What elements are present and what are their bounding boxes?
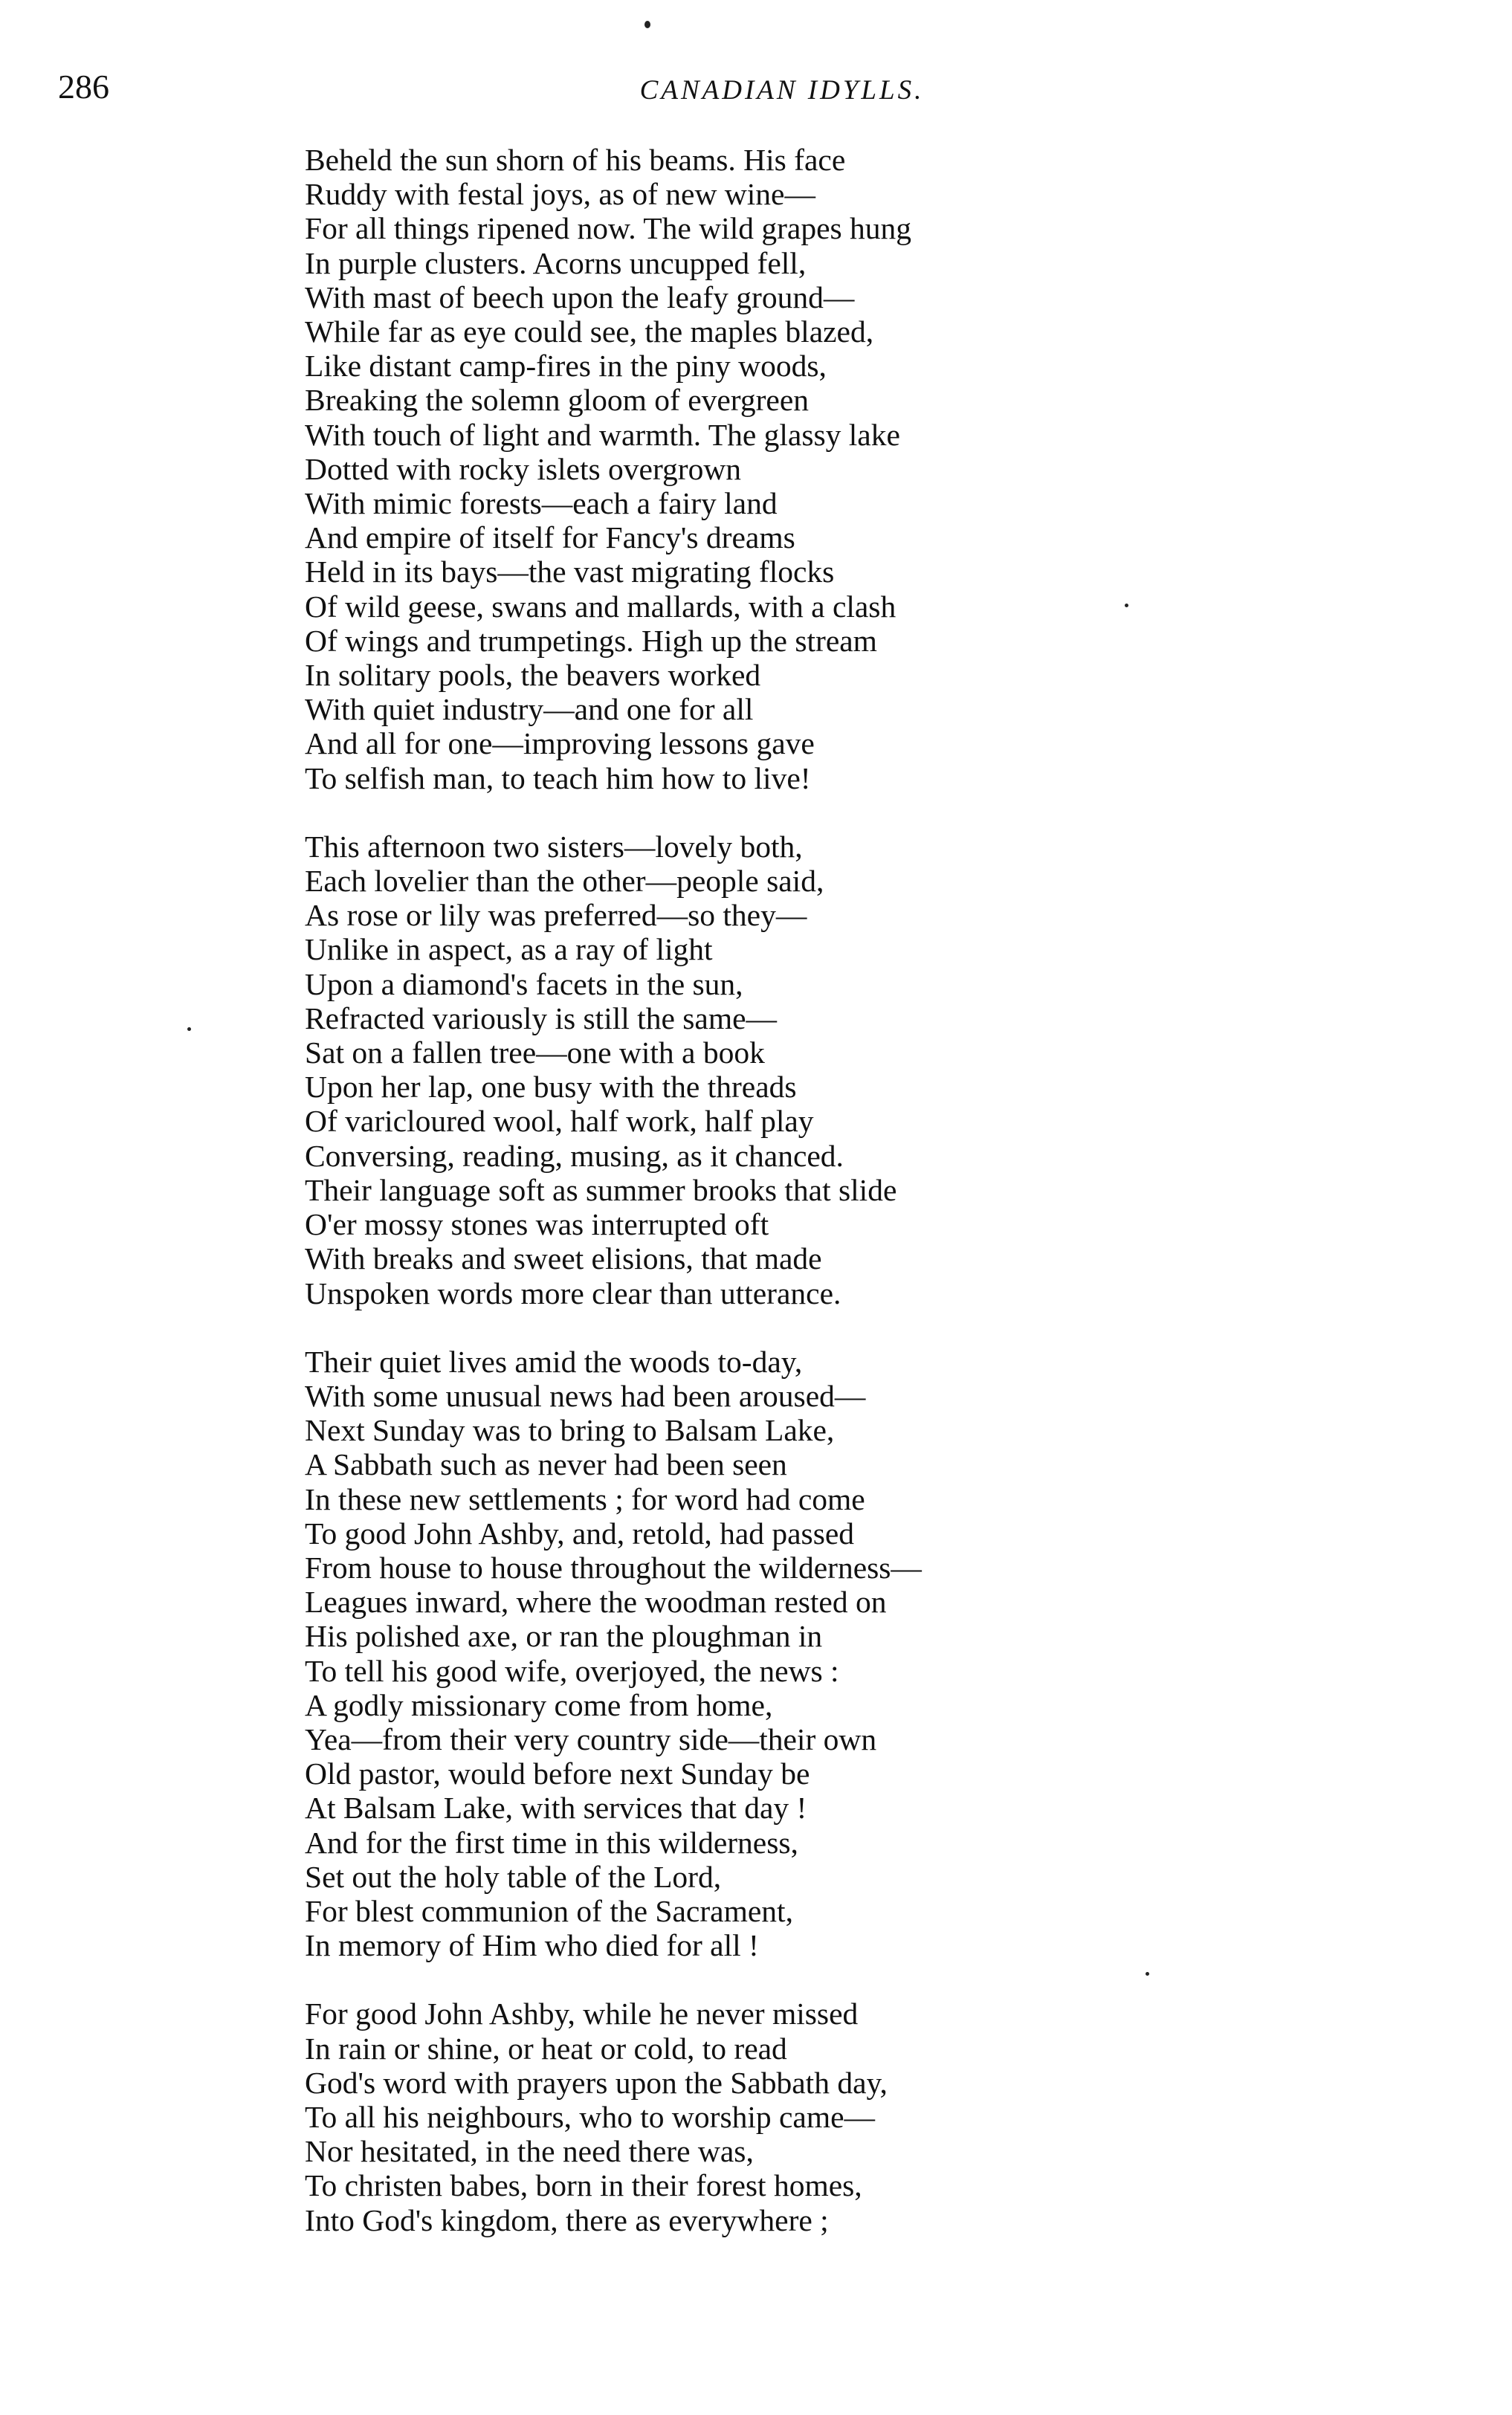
poem-line: Upon her lap, one busy with the threads: [305, 1070, 797, 1105]
poem-line: This afternoon two sisters—lovely both,: [305, 829, 803, 864]
poem-line: Nor hesitated, in the need there was,: [305, 2134, 754, 2169]
poem-line: Like distant camp-fires in the piny woods,: [305, 349, 827, 384]
poem-line: For blest communion of the Sacrament,: [305, 1893, 793, 1928]
poem-line: Of varicloured wool, half work, half play: [305, 1104, 814, 1139]
poem-line: To selfish man, to teach him how to live!: [305, 760, 811, 795]
poem-line: Old pastor, would before next Sunday be: [305, 1756, 810, 1791]
poem-line: Upon a diamond's facets in the sun,: [305, 966, 743, 1001]
poem-line: Held in its bays—the vast migrating flocks: [305, 555, 835, 589]
poem-line: With touch of light and warmth. The glassy lake: [305, 417, 900, 452]
ink-speck: [644, 21, 650, 28]
poem-line: For all things ripened now. The wild grapes hung: [305, 211, 912, 246]
poem-line: To tell his good wife, overjoyed, the news :: [305, 1653, 839, 1688]
poem-body: [305, 143, 1464, 2272]
poem-line: Refracted variously is still the same—: [305, 1000, 778, 1035]
poem-line: Each lovelier than the other—people said,: [305, 864, 824, 899]
page-number: 286: [58, 68, 109, 106]
poem-line: Of wings and trumpetings. High up the stream: [305, 623, 877, 658]
poem-line: As rose or lily was preferred—so they—: [305, 898, 807, 933]
poem-line: Beheld the sun shorn of his beams. His face: [305, 143, 846, 177]
poem-line: And all for one—improving lessons gave: [305, 726, 815, 761]
stanza: [305, 1345, 1464, 1963]
poem-line: Ruddy with festal joys, as of new wine—: [305, 177, 815, 212]
ink-speck: [187, 1027, 191, 1031]
poem-line: And empire of itself for Fancy's dreams: [305, 520, 795, 555]
poem-line: While far as eye could see, the maples blazed,: [305, 314, 874, 349]
poem-line: Sat on a fallen tree—one with a book: [305, 1035, 765, 1070]
poem-line: With some unusual news had been aroused—: [305, 1378, 866, 1413]
poem-line: With breaks and sweet elisions, that made: [305, 1241, 822, 1276]
stanza: [305, 1997, 1464, 2237]
poem-line: To good John Ashby, and, retold, had passed: [305, 1516, 855, 1551]
poem-line: Into God's kingdom, there as everywhere ;: [305, 2202, 829, 2237]
poem-line: Unlike in aspect, as a ray of light: [305, 932, 713, 967]
running-title: CANADIAN IDYLLS.: [639, 75, 925, 106]
poem-line: Set out the holy table of the Lord,: [305, 1859, 722, 1894]
poem-line: At Balsam Lake, with services that day !: [305, 1791, 807, 1826]
poem-line: O'er mossy stones was interrupted oft: [305, 1207, 769, 1242]
poem-line: Unspoken words more clear than utterance.: [305, 1276, 841, 1310]
poem-line: A Sabbath such as never had been seen: [305, 1447, 787, 1482]
poem-line: Their language soft as summer brooks that slide: [305, 1172, 897, 1207]
poem-line: A godly missionary come from home,: [305, 1687, 773, 1722]
poem-line: Dotted with rocky islets overgrown: [305, 451, 742, 486]
poem-line: For good John Ashby, while he never missed: [305, 1997, 859, 2031]
poem-line: In rain or shine, or heat or cold, to read: [305, 2031, 787, 2066]
poem-line: To christen babes, born in their forest homes,: [305, 2168, 862, 2203]
poem-line: Conversing, reading, musing, as it chanced.: [305, 1138, 844, 1173]
poem-line: His polished axe, or ran the ploughman in: [305, 1619, 823, 1654]
poem-line: To all his neighbours, who to worship came—: [305, 2099, 876, 2134]
stanza: [305, 830, 1464, 1310]
poem-line: With quiet industry—and one for all: [305, 692, 754, 727]
poem-line: In solitary pools, the beavers worked: [305, 658, 761, 693]
poem-line: God's word with prayers upon the Sabbath day,: [305, 2065, 888, 2100]
stanza: [305, 143, 1464, 795]
poem-line: In these new settlements ; for word had come: [305, 1481, 865, 1516]
poem-line: Their quiet lives amid the woods to-day,: [305, 1344, 803, 1379]
poem-line: Yea—from their very country side—their own: [305, 1721, 877, 1756]
poem-line: With mast of beech upon the leafy ground—: [305, 279, 855, 314]
poem-line: Breaking the solemn gloom of evergreen: [305, 383, 810, 418]
poem-line: From house to house throughout the wilderness—: [305, 1550, 922, 1585]
poem-line: And for the first time in this wilderness,: [305, 1825, 798, 1860]
poem-line: Leagues inward, where the woodman rested on: [305, 1585, 887, 1620]
poem-line: In purple clusters. Acorns uncupped fell,: [305, 245, 807, 280]
poem-line: With mimic forests—each a fairy land: [305, 486, 778, 521]
poem-line: Next Sunday was to bring to Balsam Lake,: [305, 1413, 835, 1448]
poem-line: Of wild geese, swans and mallards, with a clash: [305, 589, 896, 624]
poem-line: In memory of Him who died for all !: [305, 1928, 759, 1963]
